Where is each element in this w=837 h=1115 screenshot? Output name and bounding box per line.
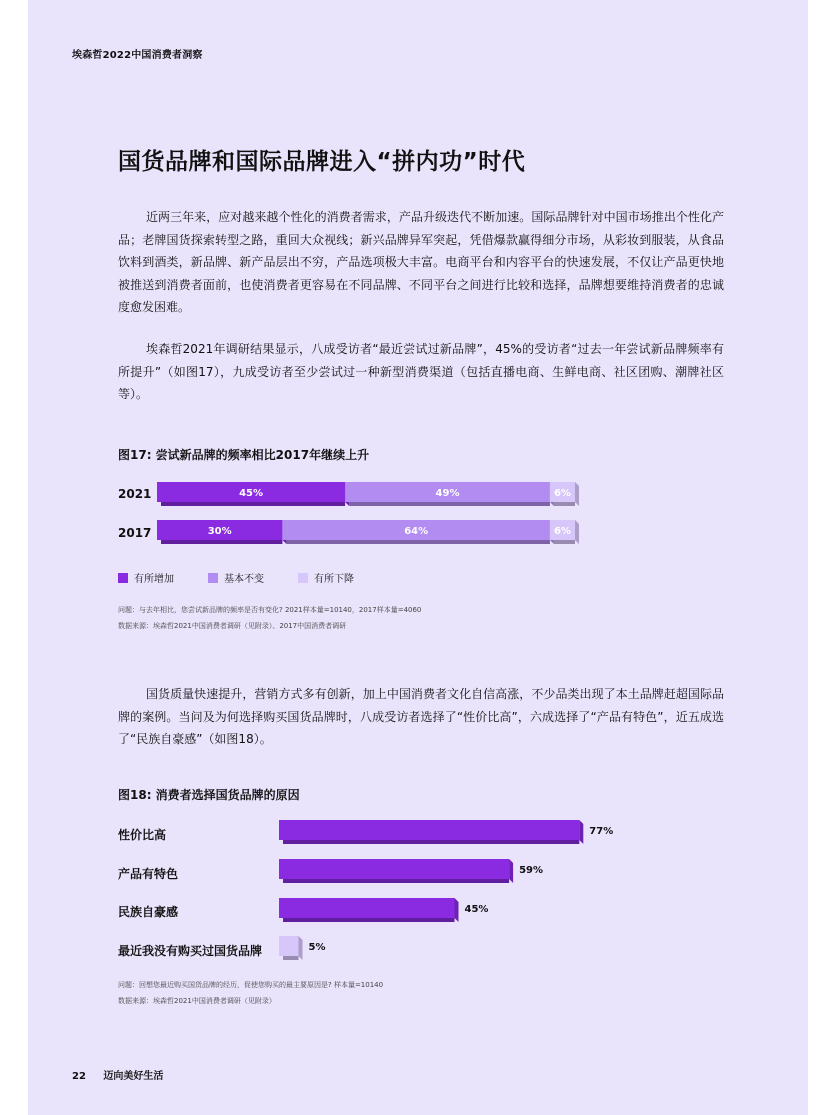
page-footer [72,1067,177,1082]
paragraph-3: 国货质量快速提升，营销方式多有创新，加上中国消费者文化自信高涨，不少品类出现了本土品牌赶超国际品牌的案例。当问及为何选择购买国货品牌时，八成受访者选择了“性价比高”，六成选择了“产品有特色”，近五成选了“民族自豪感”（如图18）。 [118,687,724,747]
figure18-question-note: 问题：回想您最近购买国货品牌的经历，促使您购买的最主要原因是? 样本量=10140 [118,981,384,989]
legend-swatch-increase [118,573,128,583]
fig17-data-label: 6% [553,488,571,499]
paragraph-2: 埃森哲2021年调研结果显示，八成受访者“最近尝试过新品牌”，45%的受访者“过去一年尝试新品牌频率有所提升”（如图17），九成受访者至少尝试过一种新型消费渠道（包括直播电商、生鲜电商、社区团购、潮牌社区等）。 [118,342,724,402]
fig17-data-label: 49% [435,488,460,499]
legend-label-unchanged: 基本不变 [224,574,264,585]
figure17-question-note: 问题：与去年相比，您尝试新品牌的频率是否有变化? 2021样本量=10140，2017样本量=4060 [118,606,422,614]
fig18-row-label-1: 性价比高 [118,828,167,842]
fig18-bar-3 [279,936,303,960]
fig18-row-label-4: 最近我没有购买过国货品牌 [118,944,263,958]
report-header-title: 埃森哲2022中国消费者洞察 [72,50,203,61]
fig17-row-label-2021: 2021 [118,487,152,501]
figure18-title: 图18: 消费者选择国货品牌的原因 [118,788,300,802]
footer-section-title: 迈向美好生活 [103,1071,164,1082]
fig18-row-label-2: 产品有特色 [118,867,179,881]
legend-item-increase [118,570,174,585]
fig17-data-label: 45% [239,488,264,499]
figure17-legend [118,570,388,585]
figure18-bar-chart [28,810,808,970]
legend-item-unchanged [208,570,264,585]
legend-swatch-decrease [298,573,308,583]
fig18-bar-0 [279,820,583,844]
fig18-bar-1 [279,859,513,883]
paragraph-1: 近两三年来，应对越来越个性化的消费者需求，产品升级迭代不断加速。国际品牌针对中国市场推出个性化产品；老牌国货探索转型之路，重回大众视线；新兴品牌异军突起，凭借爆款赢得细分市场，从彩妆到服装，从食品饮料到酒类，新品牌、新产品层出不穷，产品选项极大丰富。电商平台和内容平台的快速发展，不仅让产品更快地被推送到消费者面前，也使消费者更容易在不同品牌、不同平台之间进行比较和选择，品牌想要维持消费者的忠诚度愈发困难。 [118,210,724,315]
legend-item-decrease [298,570,354,585]
fig18-row-label-3: 民族自豪感 [118,905,179,919]
legend-label-decrease: 有所下降 [314,574,354,585]
fig18-bar-2 [279,898,459,922]
fig18-data-label: 59% [519,865,544,876]
fig17-row-label-2017: 2017 [118,526,152,540]
fig17-data-label: 64% [404,526,429,537]
section-title: 国货品牌和国际品牌进入“拼内功”时代 [118,149,526,175]
figure17-source-note: 数据来源：埃森哲2021中国消费者调研（见附录）、2017中国消费者调研 [118,622,347,630]
figure17-title: 图17: 尝试新品牌的频率相比2017年继续上升 [118,448,370,462]
figure17-stacked-bar-chart [28,470,808,560]
legend-swatch-unchanged [208,573,218,583]
fig18-data-label: 45% [464,904,489,915]
fig18-data-label: 77% [589,826,614,837]
page-number: 22 [72,1071,86,1082]
report-page [28,0,808,1115]
legend-label-increase: 有所增加 [134,574,174,585]
figure18-notes [118,977,383,1009]
fig17-data-label: 30% [207,526,232,537]
figure17-notes [118,602,421,634]
fig18-data-label: 5% [308,942,326,953]
fig17-data-label: 6% [553,526,571,537]
figure18-source-note: 数据来源：埃森哲2021中国消费者调研（见附录） [118,997,276,1005]
